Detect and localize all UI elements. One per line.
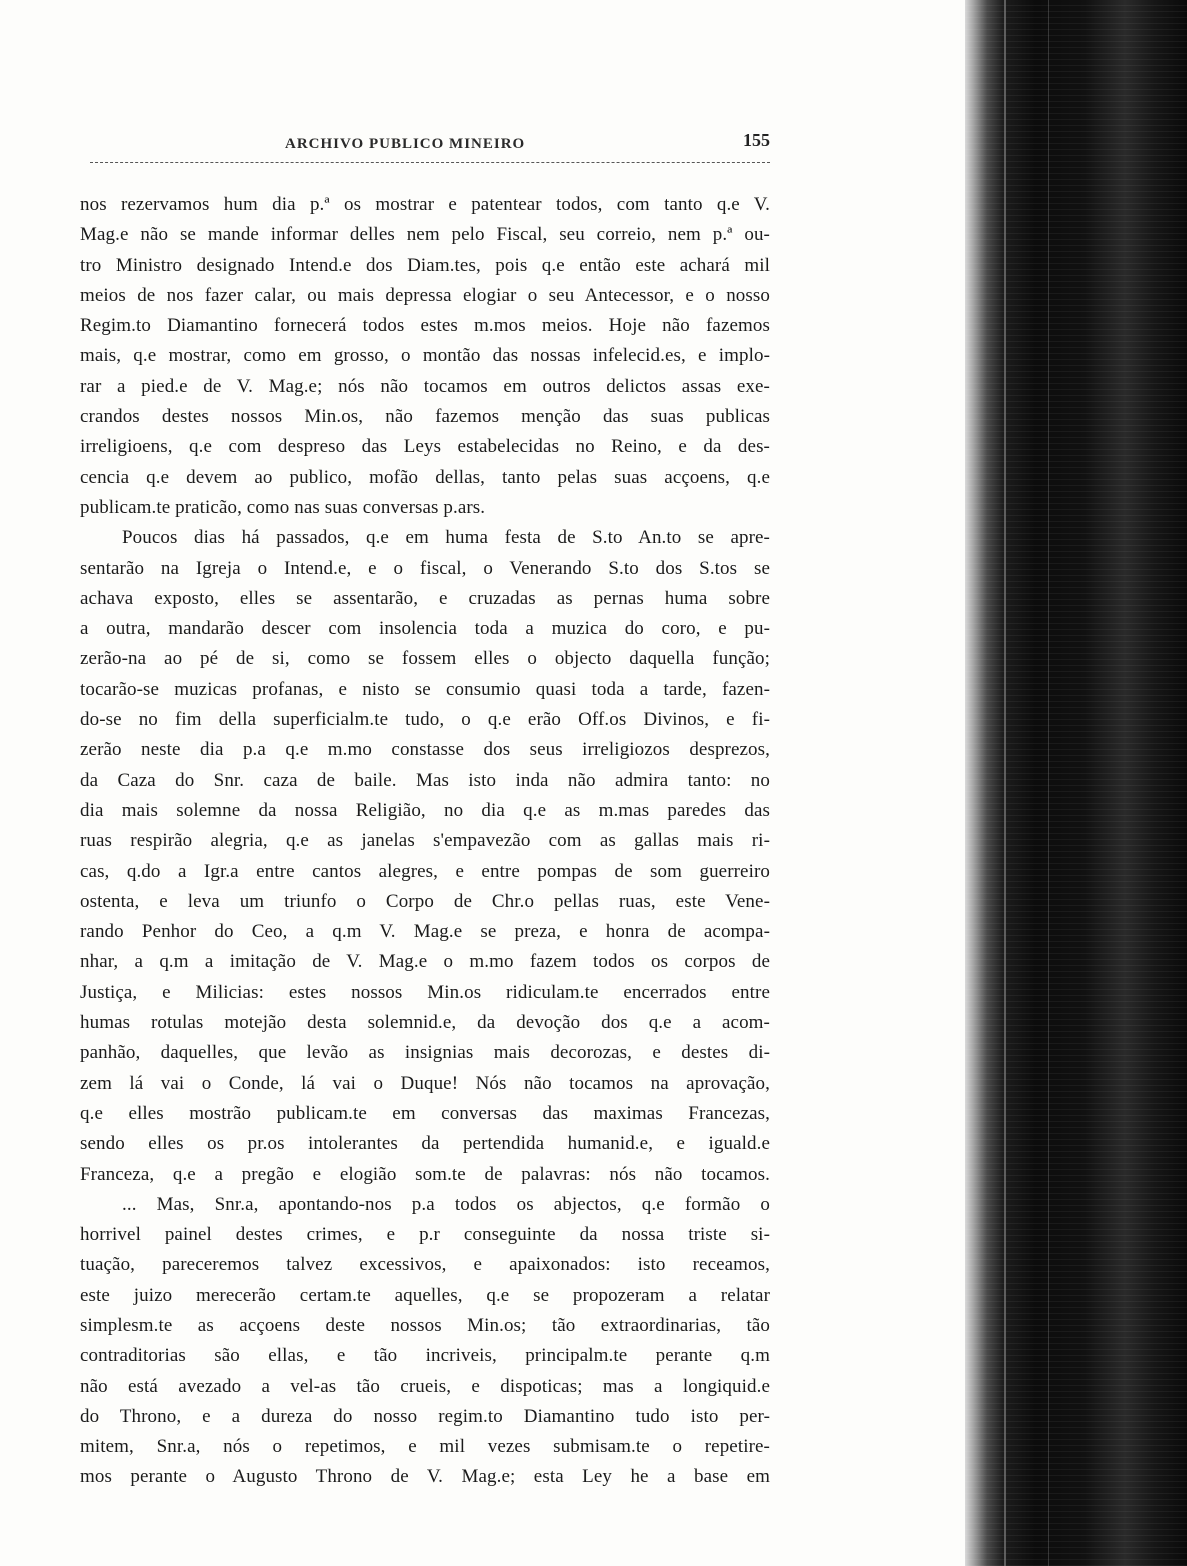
text-line: zem lá vai o Conde, lá vai o Duque! Nós não tocamos na aprovação, — [80, 1072, 770, 1094]
text-line: Justiça, e Milicias: estes nossos Min.os ridiculam.te encerrados entre — [80, 981, 770, 1003]
text-line: cas, q.do a Igr.a entre cantos alegres, e entre pompas de som guerreiro — [80, 860, 770, 882]
text-line: crandos destes nossos Min.os, não fazemos menção das suas publicas — [80, 406, 770, 428]
paragraph-start-line: Poucos dias há passados, q.e em huma festa de S.to An.to se apre- — [122, 527, 770, 549]
text-line: do-se no fim della superficialm.te tudo, o q.e erão Off.os Divinos, e fi- — [80, 709, 770, 731]
text-line: tro Ministro designado Intend.e dos Diam.tes, pois q.e então este achará mil — [80, 254, 770, 276]
text-line: Mag.e não se mande informar delles nem pelo Fiscal, seu correio, nem p.ª ou- — [80, 224, 770, 246]
text-line: contraditorias são ellas, e tão incriveis, principalm.te perante q.m — [80, 1345, 770, 1367]
text-line: cencia q.e devem ao publico, mofão dellas, tanto pelas suas acçoens, q.e — [80, 466, 770, 488]
page-number: 155 — [743, 130, 770, 150]
text-line: este juizo merecerão certam.te aquelles, q.e se propozeram a relatar — [80, 1284, 770, 1306]
text-line: sentarão na Igreja o Intend.e, e o fiscal, o Venerando S.to dos S.tos se — [80, 557, 770, 579]
text-line: rar a pied.e de V. Mag.e; nós não tocamos em outros delictos assas exe- — [80, 375, 770, 397]
text-line: nhar, a q.m a imitação de V. Mag.e o m.mo fazem todos os corpos de — [80, 951, 770, 973]
text-line: Franceza, q.e a pregão e elogião som.te de palavras: nós não tocamos. — [80, 1163, 770, 1185]
text-line: da Caza do Snr. caza de baile. Mas isto inda não admira tanto: no — [80, 769, 770, 791]
text-line: sendo elles os pr.os intolerantes da pertendida humanid.e, e iguald.e — [80, 1133, 770, 1155]
text-line: tuação, pareceremos talvez excessivos, e apaixonados: isto receamos, — [80, 1254, 770, 1276]
text-line: do Throno, e a dureza do nosso regim.to Diamantino tudo isto per- — [80, 1405, 770, 1427]
text-line: meios de nos fazer calar, ou mais depressa elogiar o seu Antecessor, e o nosso — [80, 284, 770, 306]
text-line: não está avezado a vel-as tão crueis, e dispoticas; mas a longiquid.e — [80, 1375, 770, 1397]
text-line: zerão-na ao pé de si, como se fossem elles o objecto daquella função; — [80, 648, 770, 670]
running-head — [80, 128, 770, 164]
text-line: humas rotulas motejão desta solemnid.e, da devoção dos q.e a acom- — [80, 1012, 770, 1034]
text-line: tocarão-se muzicas profanas, e nisto se consumio quasi toda a tarde, fazen- — [80, 678, 770, 700]
running-head-title: ARCHIVO PUBLICO MINEIRO — [285, 136, 526, 152]
text-line: irreligioens, q.e com despreso das Leys estabelecidas no Reino, e da des- — [80, 436, 770, 458]
text-line: ruas respirão alegria, q.e as janelas s'empavezão com as gallas mais ri- — [80, 830, 770, 852]
text-line: panhão, daquelles, que levão as insignias mais decorozas, e destes di- — [80, 1042, 770, 1064]
text-line: zerão neste dia p.a q.e m.mo constasse dos seus irreligiozos desprezos, — [80, 739, 770, 761]
text-line: horrivel painel destes crimes, e p.r conseguinte da nossa triste si- — [80, 1224, 770, 1246]
text-line: q.e elles mostrão publicam.te em conversas das maximas Francezas, — [80, 1102, 770, 1124]
text-line: publicam.te praticão, como nas suas conversas p.ars. — [80, 496, 486, 518]
text-line: mais, q.e mostrar, como em grosso, o montão das nossas infelecid.es, e implo- — [80, 345, 770, 367]
body-text — [80, 190, 770, 1493]
text-line: Regim.to Diamantino fornecerá todos estes m.mos meios. Hoje não fazemos — [80, 315, 770, 337]
text-line: mos perante o Augusto Throno de V. Mag.e; esta Ley he a base em — [80, 1466, 770, 1488]
text-line: rando Penhor do Ceo, a q.m V. Mag.e se preza, e honra de acompa- — [80, 921, 770, 943]
spine-edge-line — [1048, 0, 1049, 1566]
header-rule — [90, 162, 770, 163]
paragraph-start-line: ... Mas, Snr.a, apontando-nos p.a todos os abjectos, q.e formão o — [122, 1193, 770, 1215]
text-line: achava exposto, elles se assentarão, e cruzadas as pernas huma sobre — [80, 587, 770, 609]
text-line: dia mais solemne da nossa Religião, no dia q.e as m.mas paredes das — [80, 799, 770, 821]
spine-edge-line — [1004, 0, 1006, 1566]
text-line: a outra, mandarão descer com insolencia toda a muzica do coro, e pu- — [80, 618, 770, 640]
text-line: ostenta, e leva um triunfo o Corpo de Chr.o pellas ruas, este Vene- — [80, 890, 770, 912]
text-line: nos rezervamos hum dia p.ª os mostrar e patentear todos, com tanto q.e V. — [80, 194, 770, 215]
text-line: simplesm.te as acçoens deste nossos Min.os; tão extraordinarias, tão — [80, 1314, 770, 1336]
text-line: mitem, Snr.a, nós o repetimos, e mil vezes submisam.te o repetire- — [80, 1436, 770, 1458]
book-spine-shadow — [965, 0, 1187, 1566]
